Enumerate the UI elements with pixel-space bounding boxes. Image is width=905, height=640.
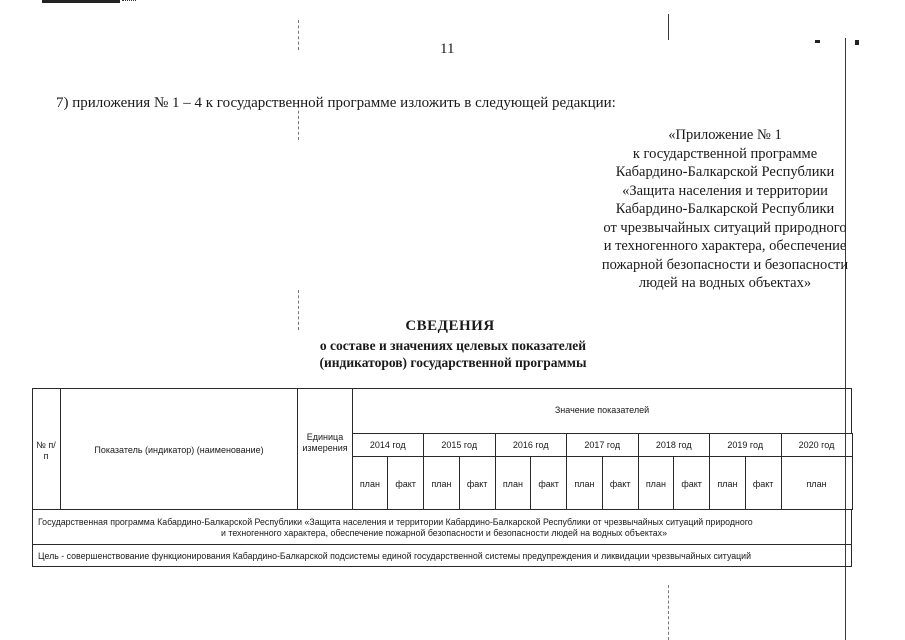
year-header-label: 2017 год bbox=[584, 440, 621, 450]
annex-line: людей на водных объектах» bbox=[638, 275, 812, 291]
document-title: СВЕДЕНИЯ bbox=[405, 318, 495, 334]
year-header-label: 2018 год bbox=[655, 440, 692, 450]
fact-subheader-label: факт bbox=[538, 479, 559, 489]
plan-subheader-label: план bbox=[502, 479, 523, 489]
fact-subheader-label: факт bbox=[395, 479, 416, 489]
plan-subheader-label: план bbox=[431, 479, 452, 489]
scan-artifact-top-bar bbox=[42, 0, 120, 3]
header-values-label: Значение показателей bbox=[554, 405, 650, 415]
plan-subheader-label: план bbox=[806, 479, 827, 489]
header-indicator-label: Показатель (индикатор) (наименование) bbox=[94, 445, 264, 455]
plan-subheader-label: план bbox=[717, 479, 738, 489]
subtitle-line-1: о составе и значениях целевых показателей bbox=[319, 338, 587, 353]
plan-subheader-label: план bbox=[359, 479, 380, 489]
year-header-label: 2019 год bbox=[727, 440, 764, 450]
document-subtitle bbox=[258, 337, 648, 371]
program-row-line-2: и техногенного характера, обеспечение пожарной безопасности и безопасности людей на водных объектах» bbox=[221, 528, 667, 538]
year-header-label: 2015 год bbox=[441, 440, 478, 450]
year-header-label: 2014 год bbox=[369, 440, 406, 450]
scan-artifact-vline-top bbox=[668, 14, 669, 40]
scan-artifact-top-dots bbox=[122, 0, 136, 3]
header-unit-label: Единица измерения bbox=[302, 432, 348, 453]
scan-artifact-mark-1 bbox=[815, 40, 820, 43]
subtitle-line-2: (индикаторов) государственной программы bbox=[319, 355, 587, 370]
program-row-line-1: Государственная программа Кабардино-Балкарской Республики «Защита населения и территории Кабардино-Балкарской Республики от чрезвычайных ситуаций природного bbox=[38, 517, 753, 527]
scan-artifact-dash-left bbox=[298, 20, 300, 50]
annex-line: «Защита населения и территории bbox=[622, 182, 828, 199]
fact-subheader-label: факт bbox=[681, 479, 702, 489]
annex-line: от чрезвычайных ситуаций природного bbox=[603, 219, 847, 236]
header-num-label: № п/п bbox=[36, 440, 56, 461]
annex-line: и техногенного характера, обеспечение bbox=[603, 238, 847, 254]
annex-line: Кабардино-Балкарской Республики bbox=[615, 201, 835, 217]
fact-subheader-label: факт bbox=[752, 479, 774, 489]
intro-paragraph: 7) приложения № 1 – 4 к государственной программе изложить в следующей редакции: bbox=[56, 95, 616, 111]
goal-row-text: Цель - совершенствование функционирования Кабардино-Балкарской подсистемы единой государственной системы предупреждения и ликвидации чрезвычайных ситуаций bbox=[38, 551, 751, 561]
scan-artifact-dash-bottom bbox=[668, 585, 670, 640]
year-header-label: 2020 год bbox=[798, 440, 835, 450]
indicators-table bbox=[32, 388, 854, 571]
page-number: 11 bbox=[440, 41, 455, 57]
year-header-label: 2016 год bbox=[512, 440, 549, 450]
annex-line: пожарной безопасности и безопасности bbox=[601, 256, 849, 273]
fact-subheader-label: факт bbox=[609, 479, 631, 489]
annex-line: «Приложение № 1 bbox=[668, 127, 782, 143]
plan-subheader-label: план bbox=[574, 479, 595, 489]
fact-subheader-label: факт bbox=[466, 479, 488, 489]
annex-header bbox=[560, 126, 890, 293]
plan-subheader-label: план bbox=[645, 479, 666, 489]
annex-line: Кабардино-Балкарской Республики bbox=[615, 164, 835, 180]
scan-artifact-mark-2 bbox=[855, 40, 859, 45]
annex-line: к государственной программе bbox=[632, 145, 818, 162]
